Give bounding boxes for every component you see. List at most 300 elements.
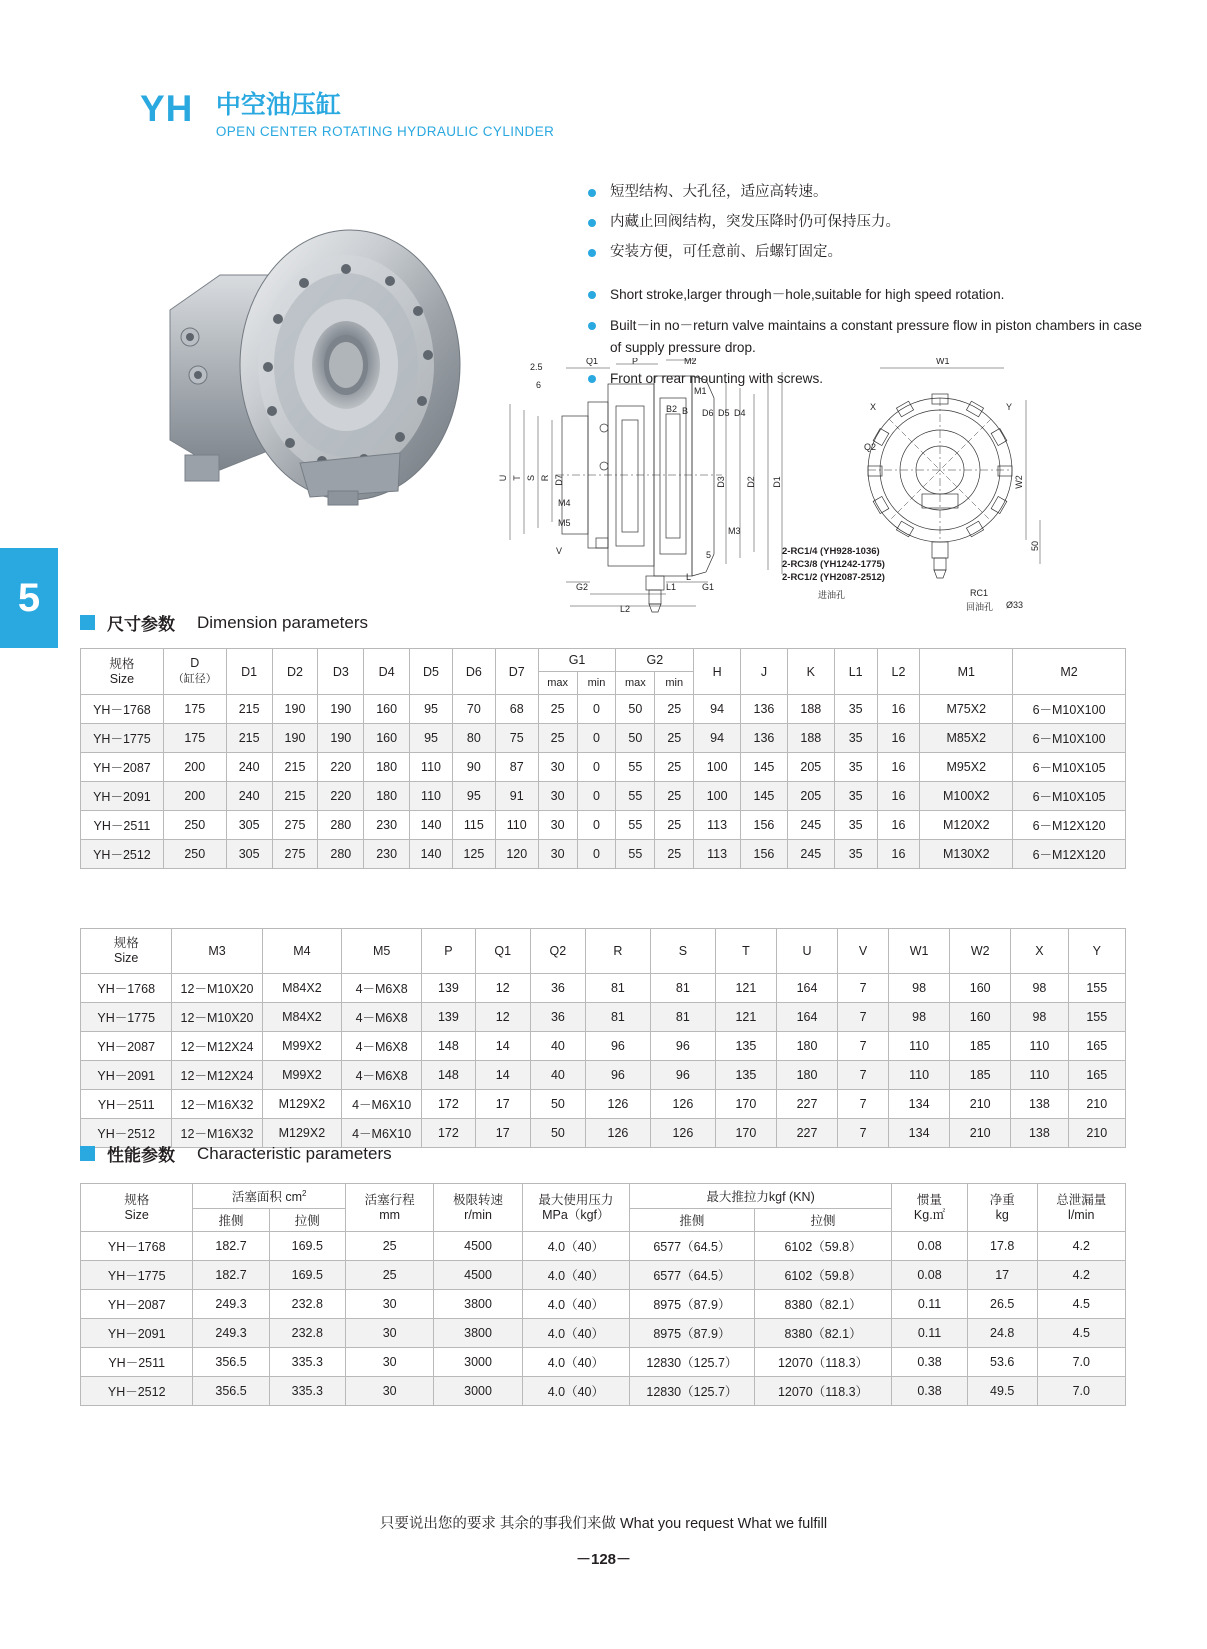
cell-q1: 14 bbox=[475, 1032, 530, 1061]
cell-size: YH－1768 bbox=[81, 1232, 193, 1261]
svg-text:G2: G2 bbox=[576, 582, 589, 592]
table-row bbox=[81, 1319, 1126, 1348]
cell-q2: 36 bbox=[530, 974, 585, 1003]
cell-j: 136 bbox=[741, 695, 788, 724]
cell-k: 205 bbox=[787, 782, 834, 811]
th-d6: D6 bbox=[452, 649, 495, 695]
svg-text:D3: D3 bbox=[716, 476, 726, 488]
cell-weight: 26.5 bbox=[967, 1290, 1037, 1319]
cell-d2: 275 bbox=[272, 840, 318, 869]
svg-text:50: 50 bbox=[1030, 540, 1040, 552]
cell-w2: 185 bbox=[950, 1032, 1011, 1061]
cell-k: 245 bbox=[787, 811, 834, 840]
cell-m3: 12－M12X24 bbox=[172, 1061, 262, 1090]
svg-text:L: L bbox=[686, 572, 692, 582]
th-r: R bbox=[585, 929, 650, 974]
table-row bbox=[81, 1348, 1126, 1377]
section-heading-characteristic bbox=[80, 1141, 392, 1166]
page-header bbox=[140, 88, 554, 142]
bullet-dot-icon bbox=[588, 219, 596, 227]
cell-t: 170 bbox=[715, 1090, 776, 1119]
cell-r: 96 bbox=[585, 1061, 650, 1090]
cell-leak: 4.5 bbox=[1037, 1319, 1125, 1348]
cell-m5: 4－M6X8 bbox=[342, 974, 422, 1003]
th-d2: D2 bbox=[272, 649, 318, 695]
cell-x: 110 bbox=[1011, 1032, 1068, 1061]
cell-y: 210 bbox=[1068, 1090, 1125, 1119]
cell-h: 100 bbox=[694, 782, 741, 811]
feature-cn-1 bbox=[588, 182, 1148, 203]
cell-d3: 280 bbox=[318, 811, 364, 840]
cell-d: 200 bbox=[163, 782, 226, 811]
cell-g2max: 50 bbox=[616, 724, 655, 753]
cell-p: 148 bbox=[422, 1061, 475, 1090]
cell-k: 205 bbox=[787, 753, 834, 782]
cell-g1max: 30 bbox=[538, 782, 577, 811]
cell-force_pull: 8380（82.1） bbox=[754, 1319, 891, 1348]
th-d1: D1 bbox=[226, 649, 272, 695]
cell-d7: 110 bbox=[495, 811, 538, 840]
cell-j: 145 bbox=[741, 753, 788, 782]
cell-m3: 12－M16X32 bbox=[172, 1090, 262, 1119]
cell-m5: 4－M6X8 bbox=[342, 1003, 422, 1032]
svg-text:R: R bbox=[540, 474, 550, 482]
cell-l2: 16 bbox=[877, 840, 920, 869]
cell-g2max: 55 bbox=[616, 811, 655, 840]
cell-size: YH－2511 bbox=[81, 1090, 172, 1119]
cell-d2: 215 bbox=[272, 753, 318, 782]
cell-u: 164 bbox=[776, 1003, 837, 1032]
cell-press: 4.0（40） bbox=[522, 1232, 629, 1261]
cell-weight: 17 bbox=[967, 1261, 1037, 1290]
th-w1: W1 bbox=[889, 929, 950, 974]
cell-r: 126 bbox=[585, 1119, 650, 1148]
cell-h: 113 bbox=[694, 840, 741, 869]
th-leak-cn: 总泄漏量 bbox=[1056, 1192, 1107, 1207]
cell-g1max: 30 bbox=[538, 840, 577, 869]
cell-g2min: 25 bbox=[655, 753, 694, 782]
cell-stroke: 30 bbox=[345, 1348, 433, 1377]
th-w2: W2 bbox=[950, 929, 1011, 974]
cell-t: 170 bbox=[715, 1119, 776, 1148]
table-row bbox=[81, 1032, 1126, 1061]
cell-m1: M75X2 bbox=[920, 695, 1013, 724]
feature-text: 短型结构、大孔径，适应高转速。 bbox=[610, 184, 828, 200]
cell-area_pull: 232.8 bbox=[269, 1290, 345, 1319]
cell-d5: 95 bbox=[410, 695, 453, 724]
cell-t: 135 bbox=[715, 1061, 776, 1090]
cell-size: YH－2087 bbox=[81, 753, 164, 782]
cell-speed: 3000 bbox=[434, 1377, 522, 1406]
cell-press: 4.0（40） bbox=[522, 1261, 629, 1290]
cell-area_pull: 335.3 bbox=[269, 1348, 345, 1377]
cell-j: 145 bbox=[741, 782, 788, 811]
cell-m5: 4－M6X8 bbox=[342, 1032, 422, 1061]
th-press-unit: MPa（kgf） bbox=[542, 1207, 610, 1222]
technical-drawings bbox=[470, 358, 1090, 623]
cell-g1min: 0 bbox=[577, 840, 616, 869]
th-g2-min: min bbox=[655, 672, 694, 695]
title-cn: 中空油压缸 bbox=[215, 91, 341, 119]
cell-s: 81 bbox=[650, 974, 715, 1003]
th-size-en: Size bbox=[109, 671, 135, 686]
table-row bbox=[81, 1290, 1126, 1319]
cell-g1min: 0 bbox=[577, 782, 616, 811]
cell-g2min: 25 bbox=[655, 695, 694, 724]
cell-stroke: 30 bbox=[345, 1290, 433, 1319]
cell-s: 81 bbox=[650, 1003, 715, 1032]
cell-area_pull: 232.8 bbox=[269, 1319, 345, 1348]
cell-l1: 35 bbox=[834, 724, 877, 753]
section-number-tab: 5 bbox=[0, 548, 58, 648]
th-g1-min: min bbox=[577, 672, 616, 695]
th-q2: Q2 bbox=[530, 929, 585, 974]
th-l2: L2 bbox=[877, 649, 920, 695]
bullet-dot-icon bbox=[588, 189, 596, 197]
cell-r: 126 bbox=[585, 1090, 650, 1119]
svg-text:进油孔: 进油孔 bbox=[818, 590, 846, 600]
cell-weight: 49.5 bbox=[967, 1377, 1037, 1406]
cell-w1: 134 bbox=[889, 1090, 950, 1119]
cell-d4: 160 bbox=[364, 724, 410, 753]
th-m5: M5 bbox=[342, 929, 422, 974]
cell-area_push: 356.5 bbox=[193, 1348, 269, 1377]
product-code: YH bbox=[140, 88, 194, 129]
feature-text: Front or rear mounting with screws. bbox=[610, 371, 824, 386]
th-d4: D4 bbox=[364, 649, 410, 695]
svg-text:6: 6 bbox=[536, 380, 542, 390]
cell-inertia: 0.38 bbox=[892, 1348, 968, 1377]
feature-en-1 bbox=[588, 284, 1148, 306]
cell-stroke: 25 bbox=[345, 1232, 433, 1261]
cell-d1: 215 bbox=[226, 695, 272, 724]
cell-x: 138 bbox=[1011, 1119, 1068, 1148]
th-press-cn: 最大使用压力 bbox=[538, 1192, 614, 1207]
cell-leak: 7.0 bbox=[1037, 1377, 1125, 1406]
cell-w2: 210 bbox=[950, 1090, 1011, 1119]
th-y: Y bbox=[1068, 929, 1125, 974]
table-row bbox=[81, 811, 1126, 840]
svg-text:Q2: Q2 bbox=[864, 442, 877, 452]
th-g1-max: max bbox=[538, 672, 577, 695]
cell-w2: 160 bbox=[950, 1003, 1011, 1032]
cell-w2: 185 bbox=[950, 1061, 1011, 1090]
cell-k: 245 bbox=[787, 840, 834, 869]
cell-q1: 17 bbox=[475, 1090, 530, 1119]
cell-w2: 210 bbox=[950, 1119, 1011, 1148]
cell-q2: 36 bbox=[530, 1003, 585, 1032]
th-inertia-unit: Kg.㎡ bbox=[913, 1207, 946, 1222]
cell-y: 165 bbox=[1068, 1061, 1125, 1090]
th-q1: Q1 bbox=[475, 929, 530, 974]
svg-text:回油孔: 回油孔 bbox=[966, 602, 994, 612]
cell-s: 96 bbox=[650, 1032, 715, 1061]
cell-y: 155 bbox=[1068, 974, 1125, 1003]
cell-d5: 110 bbox=[410, 753, 453, 782]
cell-d4: 180 bbox=[364, 782, 410, 811]
cell-d4: 160 bbox=[364, 695, 410, 724]
table-row bbox=[81, 840, 1126, 869]
cell-inertia: 0.08 bbox=[892, 1261, 968, 1290]
th-inertia-cn: 惯量 bbox=[917, 1192, 943, 1207]
cell-g2min: 25 bbox=[655, 811, 694, 840]
svg-text:X: X bbox=[870, 402, 877, 412]
th-d7: D7 bbox=[495, 649, 538, 695]
cell-d5: 95 bbox=[410, 724, 453, 753]
cell-t: 135 bbox=[715, 1032, 776, 1061]
cell-y: 155 bbox=[1068, 1003, 1125, 1032]
svg-text:RC1: RC1 bbox=[970, 588, 989, 598]
cell-q2: 50 bbox=[530, 1119, 585, 1148]
cell-l1: 35 bbox=[834, 811, 877, 840]
svg-text:M5: M5 bbox=[558, 518, 571, 528]
cell-g1max: 30 bbox=[538, 811, 577, 840]
cell-speed: 4500 bbox=[434, 1232, 522, 1261]
svg-text:L1: L1 bbox=[666, 582, 677, 592]
cell-j: 136 bbox=[741, 724, 788, 753]
cell-leak: 4.2 bbox=[1037, 1261, 1125, 1290]
cell-m1: M85X2 bbox=[920, 724, 1013, 753]
cell-d6: 95 bbox=[452, 782, 495, 811]
th-size-en: Size bbox=[114, 951, 139, 965]
page-number: －128－ bbox=[575, 1551, 632, 1568]
th-g2: G2 bbox=[616, 649, 694, 672]
cell-force_pull: 12070（118.3） bbox=[754, 1377, 891, 1406]
svg-text:V: V bbox=[556, 546, 563, 556]
svg-text:D1: D1 bbox=[772, 476, 782, 488]
cell-l1: 35 bbox=[834, 695, 877, 724]
cell-v: 7 bbox=[838, 1090, 889, 1119]
cell-m4: M99X2 bbox=[262, 1061, 341, 1090]
cell-area_push: 249.3 bbox=[193, 1319, 269, 1348]
cell-m4: M84X2 bbox=[262, 1003, 341, 1032]
th-weight-unit: kg bbox=[995, 1207, 1009, 1222]
th-area-push: 推侧 bbox=[193, 1209, 269, 1232]
cell-k: 188 bbox=[787, 695, 834, 724]
cell-d6: 115 bbox=[452, 811, 495, 840]
cell-speed: 3800 bbox=[434, 1290, 522, 1319]
cell-inertia: 0.08 bbox=[892, 1232, 968, 1261]
cell-d6: 70 bbox=[452, 695, 495, 724]
cell-weight: 17.8 bbox=[967, 1232, 1037, 1261]
cell-m2: 6－M10X100 bbox=[1013, 724, 1126, 753]
cell-u: 180 bbox=[776, 1032, 837, 1061]
cell-p: 139 bbox=[422, 1003, 475, 1032]
cell-q1: 12 bbox=[475, 1003, 530, 1032]
cell-force_push: 12830（125.7） bbox=[629, 1348, 754, 1377]
th-stroke-cn: 活塞行程 bbox=[364, 1192, 415, 1207]
cell-area_push: 182.7 bbox=[193, 1232, 269, 1261]
th-stroke-unit: mm bbox=[379, 1207, 401, 1222]
table-row bbox=[81, 724, 1126, 753]
table-row bbox=[81, 1061, 1126, 1090]
cell-d1: 215 bbox=[226, 724, 272, 753]
th-size-en: Size bbox=[124, 1207, 149, 1222]
cell-g1min: 0 bbox=[577, 753, 616, 782]
th-v: V bbox=[838, 929, 889, 974]
svg-text:D2: D2 bbox=[746, 476, 756, 488]
cell-k: 188 bbox=[787, 724, 834, 753]
cell-size: YH－1775 bbox=[81, 724, 164, 753]
cell-x: 98 bbox=[1011, 974, 1068, 1003]
cell-u: 227 bbox=[776, 1119, 837, 1148]
th-d-sub: （缸径） bbox=[172, 673, 217, 685]
svg-text:2-RC1/2 (YH2087-2512): 2-RC1/2 (YH2087-2512) bbox=[782, 572, 885, 583]
cell-m1: M130X2 bbox=[920, 840, 1013, 869]
section-title-en: Characteristic parameters bbox=[197, 1143, 392, 1163]
table-row bbox=[81, 1377, 1126, 1406]
dimension-table-1 bbox=[80, 648, 1126, 869]
cell-p: 148 bbox=[422, 1032, 475, 1061]
cell-size: YH－2091 bbox=[81, 782, 164, 811]
cell-m1: M100X2 bbox=[920, 782, 1013, 811]
cell-area_pull: 169.5 bbox=[269, 1232, 345, 1261]
cell-p: 172 bbox=[422, 1119, 475, 1148]
cell-u: 180 bbox=[776, 1061, 837, 1090]
th-m4: M4 bbox=[262, 929, 341, 974]
cell-g2max: 55 bbox=[616, 753, 655, 782]
svg-text:2.5: 2.5 bbox=[530, 362, 543, 372]
th-size-cn: 规格 bbox=[113, 936, 139, 950]
cell-v: 7 bbox=[838, 1032, 889, 1061]
cell-h: 94 bbox=[694, 724, 741, 753]
section-title-en: Dimension parameters bbox=[197, 612, 369, 632]
cell-g1max: 30 bbox=[538, 753, 577, 782]
cell-m2: 6－M10X100 bbox=[1013, 695, 1126, 724]
cell-press: 4.0（40） bbox=[522, 1290, 629, 1319]
cell-stroke: 25 bbox=[345, 1261, 433, 1290]
cell-force_pull: 8380（82.1） bbox=[754, 1290, 891, 1319]
cell-w1: 98 bbox=[889, 974, 950, 1003]
th-area-unit: cm bbox=[285, 1190, 303, 1204]
cell-area_push: 249.3 bbox=[193, 1290, 269, 1319]
th-g1: G1 bbox=[538, 649, 616, 672]
th-h: H bbox=[694, 649, 741, 695]
cell-press: 4.0（40） bbox=[522, 1377, 629, 1406]
th-j: J bbox=[741, 649, 788, 695]
th-p: P bbox=[422, 929, 475, 974]
cell-g2min: 25 bbox=[655, 840, 694, 869]
feature-text: Built－in no－return valve maintains a constant pressure flow in piston chambers in case of supply pressure drop. bbox=[610, 318, 1142, 355]
cell-stroke: 30 bbox=[345, 1319, 433, 1348]
svg-text:U: U bbox=[498, 474, 508, 482]
table-row bbox=[81, 1090, 1126, 1119]
cell-d6: 125 bbox=[452, 840, 495, 869]
cell-v: 7 bbox=[838, 1061, 889, 1090]
cell-area_push: 182.7 bbox=[193, 1261, 269, 1290]
th-g2-max: max bbox=[616, 672, 655, 695]
cell-m4: M129X2 bbox=[262, 1119, 341, 1148]
th-l1: L1 bbox=[834, 649, 877, 695]
cell-d7: 75 bbox=[495, 724, 538, 753]
cell-size: YH－2512 bbox=[81, 1377, 193, 1406]
cell-size: YH－2087 bbox=[81, 1032, 172, 1061]
cell-d1: 305 bbox=[226, 840, 272, 869]
cell-r: 81 bbox=[585, 974, 650, 1003]
cell-size: YH－2512 bbox=[81, 840, 164, 869]
cell-inertia: 0.11 bbox=[892, 1319, 968, 1348]
cell-q2: 40 bbox=[530, 1061, 585, 1090]
svg-text:D4: D4 bbox=[734, 408, 746, 418]
cell-d5: 140 bbox=[410, 811, 453, 840]
section-title-cn: 尺寸参数 bbox=[107, 615, 175, 634]
cell-q1: 17 bbox=[475, 1119, 530, 1148]
cell-y: 210 bbox=[1068, 1119, 1125, 1148]
svg-text:S: S bbox=[526, 474, 536, 482]
cell-x: 110 bbox=[1011, 1061, 1068, 1090]
table-row bbox=[81, 1261, 1126, 1290]
th-area-cn: 活塞面积 bbox=[231, 1190, 282, 1204]
cell-l2: 16 bbox=[877, 724, 920, 753]
cell-press: 4.0（40） bbox=[522, 1348, 629, 1377]
table-row bbox=[81, 753, 1126, 782]
cell-d2: 190 bbox=[272, 724, 318, 753]
cell-m4: M84X2 bbox=[262, 974, 341, 1003]
cell-d6: 80 bbox=[452, 724, 495, 753]
cell-m2: 6－M10X105 bbox=[1013, 782, 1126, 811]
cell-h: 113 bbox=[694, 811, 741, 840]
cell-u: 164 bbox=[776, 974, 837, 1003]
cell-d3: 190 bbox=[318, 695, 364, 724]
table-row bbox=[81, 782, 1126, 811]
cell-leak: 4.5 bbox=[1037, 1290, 1125, 1319]
cell-area_pull: 169.5 bbox=[269, 1261, 345, 1290]
cell-g1max: 25 bbox=[538, 695, 577, 724]
svg-text:M2: M2 bbox=[684, 358, 697, 366]
cell-p: 139 bbox=[422, 974, 475, 1003]
cell-m5: 4－M6X8 bbox=[342, 1061, 422, 1090]
th-weight-cn: 净重 bbox=[989, 1192, 1015, 1207]
cell-inertia: 0.38 bbox=[892, 1377, 968, 1406]
th-force-push: 推侧 bbox=[629, 1209, 754, 1232]
cell-y: 165 bbox=[1068, 1032, 1125, 1061]
cell-l1: 35 bbox=[834, 753, 877, 782]
cell-w1: 110 bbox=[889, 1032, 950, 1061]
th-m3: M3 bbox=[172, 929, 262, 974]
title-en: OPEN CENTER ROTATING HYDRAULIC CYLINDER bbox=[215, 124, 555, 139]
cell-m4: M129X2 bbox=[262, 1090, 341, 1119]
cell-d: 250 bbox=[163, 840, 226, 869]
th-m1: M1 bbox=[920, 649, 1013, 695]
cell-w1: 110 bbox=[889, 1061, 950, 1090]
svg-text:5: 5 bbox=[706, 550, 712, 560]
cell-s: 126 bbox=[650, 1119, 715, 1148]
svg-text:2-RC3/8 (YH1242-1775): 2-RC3/8 (YH1242-1775) bbox=[782, 559, 885, 570]
cell-force_push: 6577（64.5） bbox=[629, 1261, 754, 1290]
cell-m3: 12－M10X20 bbox=[172, 1003, 262, 1032]
dimension-table-2 bbox=[80, 928, 1126, 1148]
cell-w1: 134 bbox=[889, 1119, 950, 1148]
cell-l1: 35 bbox=[834, 840, 877, 869]
cell-d4: 180 bbox=[364, 753, 410, 782]
table-row bbox=[81, 1003, 1126, 1032]
cell-d1: 305 bbox=[226, 811, 272, 840]
cell-h: 94 bbox=[694, 695, 741, 724]
cell-m5: 4－M6X10 bbox=[342, 1090, 422, 1119]
cell-speed: 3000 bbox=[434, 1348, 522, 1377]
th-d5: D5 bbox=[410, 649, 453, 695]
cell-d5: 110 bbox=[410, 782, 453, 811]
cell-v: 7 bbox=[838, 1119, 889, 1148]
cell-g2min: 25 bbox=[655, 724, 694, 753]
cell-d: 175 bbox=[163, 724, 226, 753]
cell-size: YH－1775 bbox=[81, 1003, 172, 1032]
cell-force_push: 6577（64.5） bbox=[629, 1232, 754, 1261]
cell-s: 126 bbox=[650, 1090, 715, 1119]
cell-size: YH－2087 bbox=[81, 1290, 193, 1319]
th-t: T bbox=[715, 929, 776, 974]
cell-force_push: 12830（125.7） bbox=[629, 1377, 754, 1406]
